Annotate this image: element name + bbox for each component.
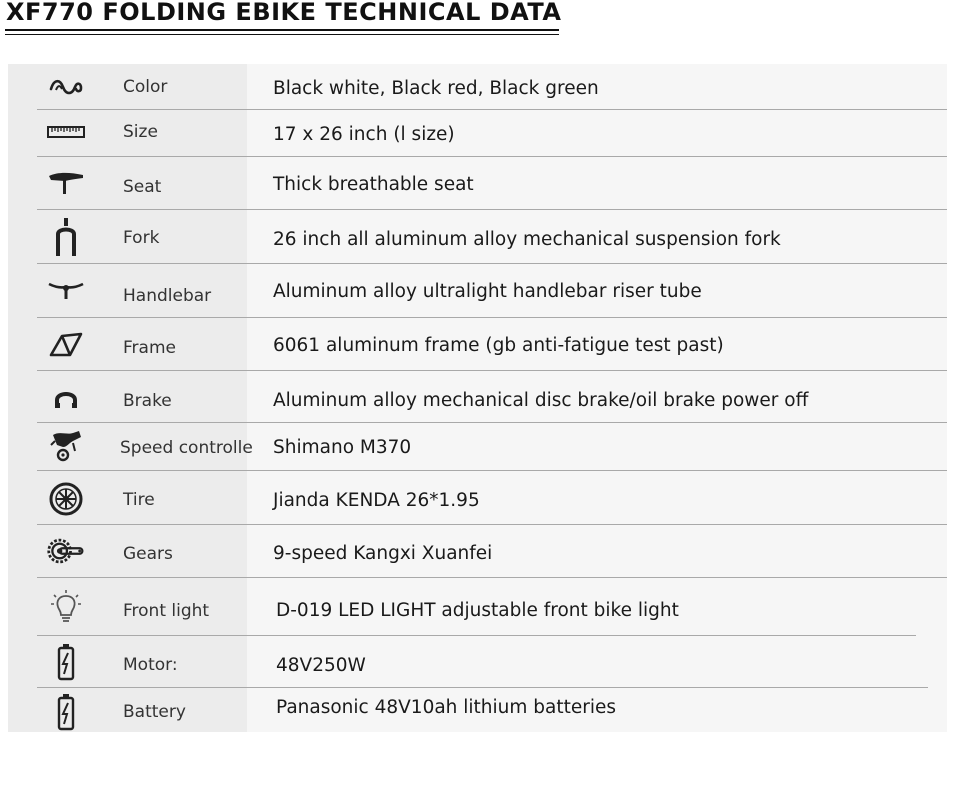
crankset-icon (46, 531, 86, 571)
spec-value: Aluminum alloy mechanical disc brake/oil brake power off (273, 390, 809, 411)
seat-icon (46, 163, 86, 203)
spec-label: Handlebar (123, 286, 212, 306)
battery-icon (46, 642, 86, 682)
spec-value: 6061 aluminum frame (gb anti-fatigue test past) (273, 335, 724, 356)
spec-label: Battery (123, 702, 186, 722)
spec-label: Seat (123, 177, 162, 197)
spec-value: 26 inch all aluminum alloy mechanical suspension fork (273, 229, 781, 250)
spec-value: Black white, Black red, Black green (273, 78, 599, 99)
spec-value: Panasonic 48V10ah lithium batteries (276, 697, 617, 718)
spec-label: Fork (123, 228, 160, 248)
spec-row-speed-controller (8, 423, 947, 471)
spec-row-seat (8, 157, 947, 210)
spec-label: Brake (123, 391, 172, 411)
spec-label: Motor: (123, 655, 178, 675)
spec-row-motor (8, 636, 947, 688)
fork-icon (46, 218, 86, 258)
spec-value: Shimano M370 (273, 437, 412, 458)
spec-label: Front light (123, 601, 210, 621)
spec-label: Frame (123, 338, 176, 358)
spec-label: Tire (123, 490, 155, 510)
battery-icon (46, 692, 86, 732)
spec-value: Thick breathable seat (273, 174, 474, 195)
spec-value: 9-speed Kangxi Xuanfei (273, 543, 493, 564)
spec-value: D-019 LED LIGHT adjustable front bike light (276, 600, 679, 621)
spec-row-handlebar (8, 264, 947, 318)
brake-icon (46, 379, 86, 419)
spec-value: Jianda KENDA 26*1.95 (273, 490, 480, 511)
spec-label: Gears (123, 544, 173, 564)
spec-value: 17 x 26 inch (l size) (273, 124, 455, 145)
wheel-icon (46, 479, 86, 519)
color-swirl-icon (46, 67, 86, 107)
spec-row-brake (8, 371, 947, 423)
ruler-icon (46, 112, 86, 152)
handlebar-icon (46, 270, 86, 310)
title-underline-thin (5, 34, 559, 35)
page-title: XF770 FOLDING EBIKE TECHNICAL DATA (6, 0, 562, 26)
derailleur-icon (46, 427, 86, 467)
spec-row-front-light (8, 578, 947, 636)
title-underline (5, 29, 559, 31)
spec-table (8, 64, 947, 732)
frame-icon (46, 324, 86, 364)
spec-row-fork (8, 210, 947, 264)
spec-value: Aluminum alloy ultralight handlebar riser tube (273, 281, 702, 302)
spec-row-tire (8, 471, 947, 525)
spec-label: Size (123, 122, 158, 142)
spec-row-gears (8, 525, 947, 578)
light-bulb-icon (46, 588, 86, 628)
spec-row-battery (8, 688, 947, 732)
spec-row-size (8, 110, 947, 157)
spec-label: Speed controlle (120, 438, 253, 458)
spec-label: Color (123, 77, 168, 97)
spec-row-color (8, 64, 947, 110)
spec-value: 48V250W (276, 655, 366, 676)
spec-row-frame (8, 318, 947, 371)
